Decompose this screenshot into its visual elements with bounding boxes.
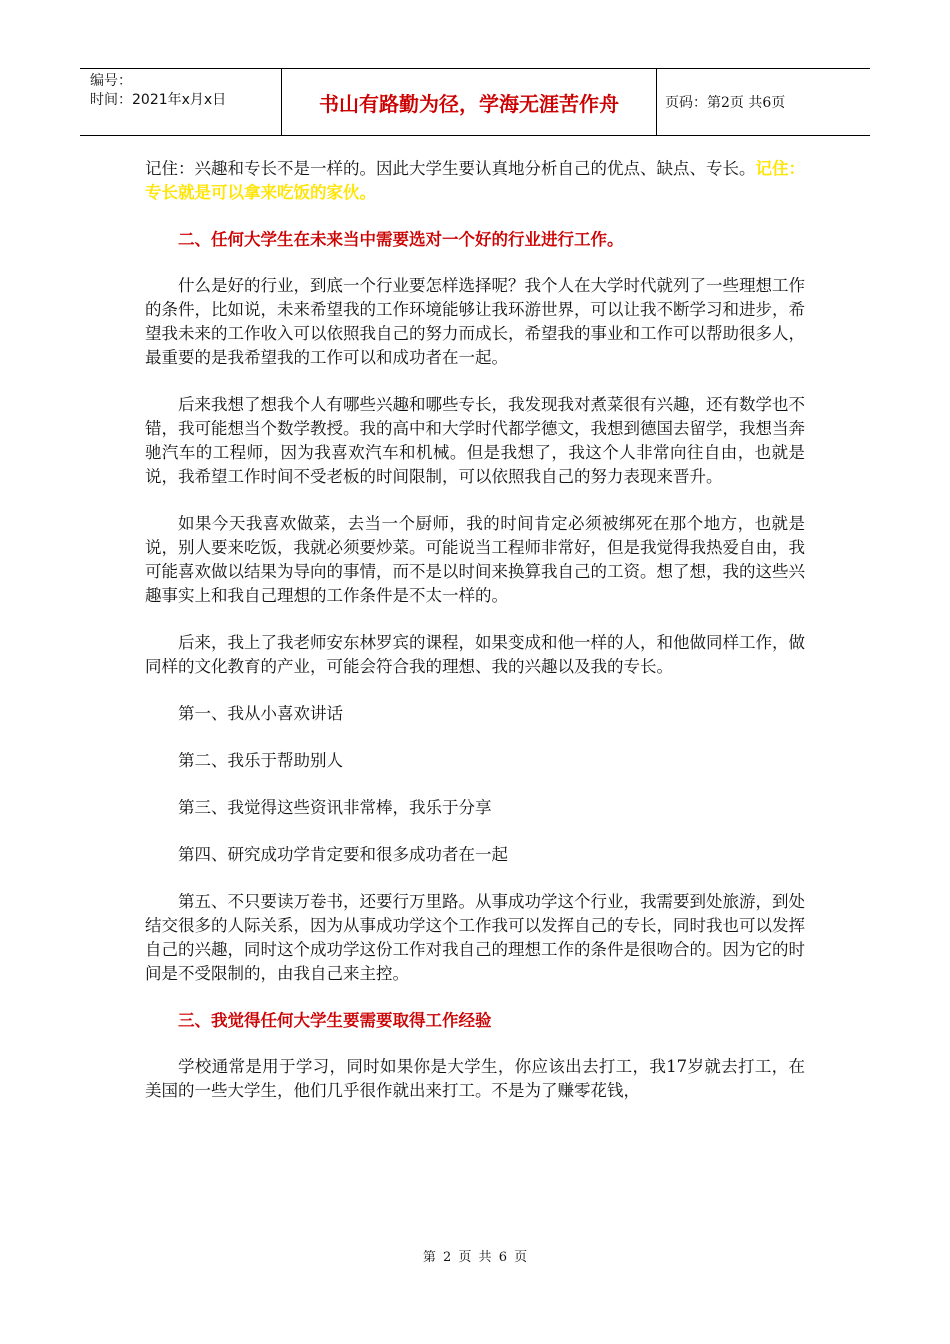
date-label: 时间：2021年x月x日 [90, 92, 227, 108]
list-item-4: 第四、研究成功学肯定要和很多成功者在一起 [178, 845, 508, 864]
page-footer: 第 2 页 共 6 页 [422, 1250, 528, 1265]
paragraph-5: 后来，我上了我老师安东林罗宾的课程，如果变成和他一样的人，和他做同样工作，做同样的文化教育的产业，可能会符合我的理想、我的兴趣以及我的专长。 [145, 633, 805, 676]
paragraph-4: 如果今天我喜欢做菜，去当一个厨师，我的时间肯定必须被绑死在那个地方，也就是说，别人要来吃饭，我就必须要炒菜。可能说当工程师非常好，但是我觉得我热爱自由，我可能喜欢做以结果为导向的事情，而不是以时间来换算我自己的工资。想了想，我的这些兴趣事实上和我自己理想的工作条件是不太一样的。 [145, 514, 805, 605]
page-header [80, 68, 870, 136]
paragraph-2: 什么是好的行业，到底一个行业要怎样选择呢？我个人在大学时代就列了一些理想工作的条件，比如说，未来希望我的工作环境能够让我环游世界，可以让我不断学习和进步，希望我未来的工作收入可以依照我自己的努力而成长，希望我的事业和工作可以帮助很多人，最重要的是我希望我的工作可以和成功者在一起。 [145, 276, 805, 367]
list-item-1: 第一、我从小喜欢讲话 [178, 704, 343, 723]
paragraph-3: 后来我想了想我个人有哪些兴趣和哪些专长，我发现我对煮菜很有兴趣，还有数学也不错，我可能想当个数学教授。我的高中和大学时代都学德文，我想到德国去留学，我想当奔驰汽车的工程师，因为我喜欢汽车和机械。但是我想了，我这个人非常向往自由，也就是说，我希望工作时间不受老板的时间限制，可以依照我自己的努力表现来晋升。 [145, 395, 805, 486]
paragraph-1-text: 记住：兴趣和专长不是一样的。因此大学生要认真地分析自己的优点、缺点、专长。 [145, 159, 756, 178]
paragraph-7: 学校通常是用于学习，同时如果你是大学生，你应该出去打工，我17岁就去打工，在美国的一些大学生，他们几乎很作就出来打工。不是为了赚零花钱， [145, 1057, 805, 1100]
paragraph-6: 第五、不只要读万卷书，还要行万里路。从事成功学这个行业，我需要到处旅游，到处结交很多的人际关系，因为从事成功学这个工作我可以发挥自己的专长，同时我也可以发挥自己的兴趣，同时这个成功学这份工作对我自己的理想工作的条件是很吻合的。因为它的时间是不受限制的，由我自己来主控。 [145, 892, 805, 983]
section-heading-3: 三、我觉得任何大学生要需要取得工作经验 [178, 1011, 492, 1030]
number-label: 编号： [90, 73, 132, 89]
highlight-text: 记住：专长就是可以拿来吃饭的家伙。 [145, 159, 805, 202]
header-motto: 书山有路勤为径，学海无涯苦作舟 [282, 69, 657, 135]
paragraph-1 [145, 157, 805, 205]
list-item-2: 第二、我乐于帮助别人 [178, 751, 343, 770]
header-page-label: 页码：第2页 共6页 [665, 95, 786, 111]
section-heading-2: 二、任何大学生在未来当中需要选对一个好的行业进行工作。 [178, 230, 624, 249]
list-item-3: 第三、我觉得这些资讯非常棒，我乐于分享 [178, 798, 492, 817]
header-meta [80, 69, 282, 135]
document-body [145, 157, 805, 1126]
